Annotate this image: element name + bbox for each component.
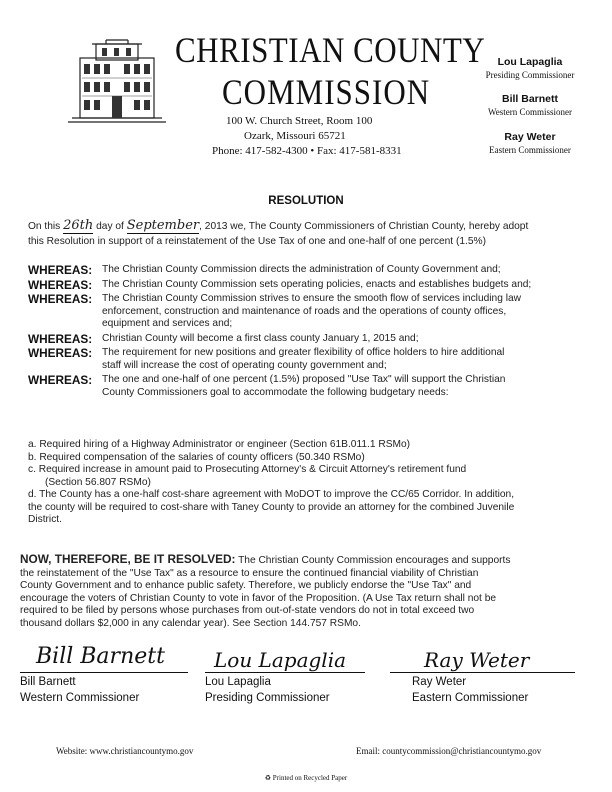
resolved-first-line xyxy=(20,553,600,568)
signature-line xyxy=(390,672,575,673)
whereas-text xyxy=(102,374,505,399)
whereas-line: The requirement for new positions and greater flexibility of office holders to hire additional xyxy=(102,347,505,358)
signer-title: Eastern Commissioner xyxy=(412,692,529,704)
whereas-line: enforcement, construction and maintenance of roads and the operations of county offices, xyxy=(102,305,507,317)
whereas-label: WHEREAS: xyxy=(28,292,93,306)
whereas-text xyxy=(102,333,419,346)
list-item xyxy=(28,464,598,489)
list-item xyxy=(28,439,598,452)
commissioner-western xyxy=(470,93,590,118)
opening-text-part2: day of xyxy=(96,221,124,232)
resolution-title: RESOLUTION xyxy=(268,195,344,207)
opening-line2: this Resolution in support of a reinstatement of the Use Tax of one and one-half of one percent (1.5%) xyxy=(28,236,486,247)
resolved-line: thousand dollars $2,000 in any calendar year). See Section 144.757 RSMo. xyxy=(20,617,361,629)
list-item xyxy=(28,452,598,465)
opening-text-part3: , 2013 we, The County Commissioners of Christian County, hereby adopt xyxy=(199,221,529,232)
whereas-clause xyxy=(28,264,598,277)
commissioner-name: Ray Weter xyxy=(504,131,556,143)
whereas-label: WHEREAS: xyxy=(28,277,93,292)
opening-line1 xyxy=(28,220,598,234)
whereas-clause xyxy=(28,293,598,331)
letterhead-title-line2: COMMISSION xyxy=(222,72,431,113)
recycled-text: Printed on Recycled Paper xyxy=(272,774,348,782)
whereas-clause xyxy=(28,279,598,292)
signer-title: Western Commissioner xyxy=(20,692,140,704)
whereas-line: equipment and services and; xyxy=(102,318,233,329)
whereas-line: The Christian County Commission directs the administration of County Government and; xyxy=(102,264,501,275)
address-line2: Ozark, Missouri 65721 xyxy=(244,130,346,142)
commissioner-title: Presiding Commissioner xyxy=(485,70,575,80)
list-item-line: d. The County has a one-half cost-share agreement with MoDOT to improve the CC/65 Corridor. In addition, xyxy=(28,489,515,500)
signature-line xyxy=(20,672,188,673)
list-item-line: District. xyxy=(28,514,62,525)
commissioner-name: Lou Lapaglia xyxy=(497,56,563,68)
resolved-line: County Government and to enhance public safety. Therefore, we publicly endorse the "Use Tax" and xyxy=(20,580,472,591)
whereas-line: The one and one-half of one percent (1.5%) proposed "Use Tax" will support the Christian xyxy=(102,374,506,385)
commissioner-presiding xyxy=(470,56,590,81)
resolved-label: NOW, THEREFORE, BE IT RESOLVED: xyxy=(20,552,236,566)
signer-name: Bill Barnett xyxy=(20,676,76,688)
footer-recycled xyxy=(0,773,612,784)
resolved-text: The Christian County Commission encourages and supports xyxy=(235,555,511,566)
whereas-label: WHEREAS: xyxy=(28,331,93,346)
whereas-clauses xyxy=(28,264,598,401)
list-item xyxy=(28,489,598,527)
commissioner-eastern xyxy=(470,131,590,156)
whereas-label: WHEREAS: xyxy=(28,373,93,387)
whereas-line: County Commissioners goal to accommodate the following budgetary needs: xyxy=(102,386,449,398)
commissioner-title: Eastern Commissioner xyxy=(489,145,571,155)
signature-barnett: Bill Barnett xyxy=(36,644,165,669)
signature-line xyxy=(205,672,365,673)
resolved-paragraph xyxy=(20,553,600,630)
signer-title: Presiding Commissioner xyxy=(205,692,330,704)
commissioner-title: Western Commissioner xyxy=(487,107,572,117)
whereas-line: The Christian County Commission strives to ensure the smooth flow of services including law xyxy=(102,293,521,304)
whereas-label: WHEREAS: xyxy=(28,346,93,360)
list-item-line: b. Required compensation of the salaries of county officers (50.340 RSMo) xyxy=(28,451,365,463)
list-item-line: c. Required increase in amount paid to Prosecuting Attorney's & Circuit Attorney's retirement fund xyxy=(28,464,467,475)
whereas-text xyxy=(102,347,504,372)
resolved-line: the reinstatement of the "Use Tax" as a resource to ensure the continued financial viability of Christian xyxy=(20,567,479,579)
signature-lapaglia: Lou Lapaglia xyxy=(214,648,347,672)
whereas-text xyxy=(102,293,521,331)
resolved-line: encourage the voters of Christian County to vote in favor of the Proposition. (A Use Tax return shall not be xyxy=(20,592,497,604)
handwritten-day: 26th xyxy=(63,218,94,233)
whereas-clause xyxy=(28,333,598,346)
handwritten-month: September xyxy=(126,218,200,233)
list-item-line: a. Required hiring of a Highway Administrator or engineer (Section 61B.011.1 RSMo) xyxy=(28,439,411,450)
whereas-label: WHEREAS: xyxy=(28,263,93,277)
whereas-clause xyxy=(28,374,598,399)
list-item-line: the county will be required to cost-share with Taney County to provide an attorney for the combined Juvenile xyxy=(28,501,515,513)
whereas-line: The Christian County Commission sets operating policies, enacts and establishes budgets and; xyxy=(102,278,532,290)
whereas-line: staff will increase the cost of operating county government and; xyxy=(102,359,387,371)
whereas-clause xyxy=(28,347,598,372)
recycle-icon: ♻ xyxy=(264,774,272,782)
letterhead-title-line1: CHRISTIAN COUNTY xyxy=(175,30,486,71)
commissioner-name: Bill Barnett xyxy=(501,93,558,105)
whereas-line: Christian County will become a first class county January 1, 2015 and; xyxy=(102,332,419,344)
courthouse-logo-icon xyxy=(62,38,172,124)
budget-needs-list xyxy=(28,439,598,527)
signer-name: Ray Weter xyxy=(412,676,467,688)
list-item-line: (Section 56.807 RSMo) xyxy=(28,476,151,488)
signer-name: Lou Lapaglia xyxy=(205,676,271,688)
whereas-text xyxy=(102,279,531,292)
whereas-text xyxy=(102,264,501,277)
opening-text-part1: On this xyxy=(28,221,61,232)
signature-weter: Ray Weter xyxy=(424,648,530,672)
footer-email: Email: countycommission@christiancountymo.gov xyxy=(356,746,542,756)
resolved-line: required to be filed by persons whose purchases from out-of-state vendors do not in total exceed two xyxy=(20,605,475,616)
phone-fax-line: Phone: 417-582-4300 • Fax: 417-581-8331 xyxy=(212,145,402,157)
address-line1: 100 W. Church Street, Room 100 xyxy=(226,115,373,127)
footer-website: Website: www.christiancountymo.gov xyxy=(56,746,194,756)
